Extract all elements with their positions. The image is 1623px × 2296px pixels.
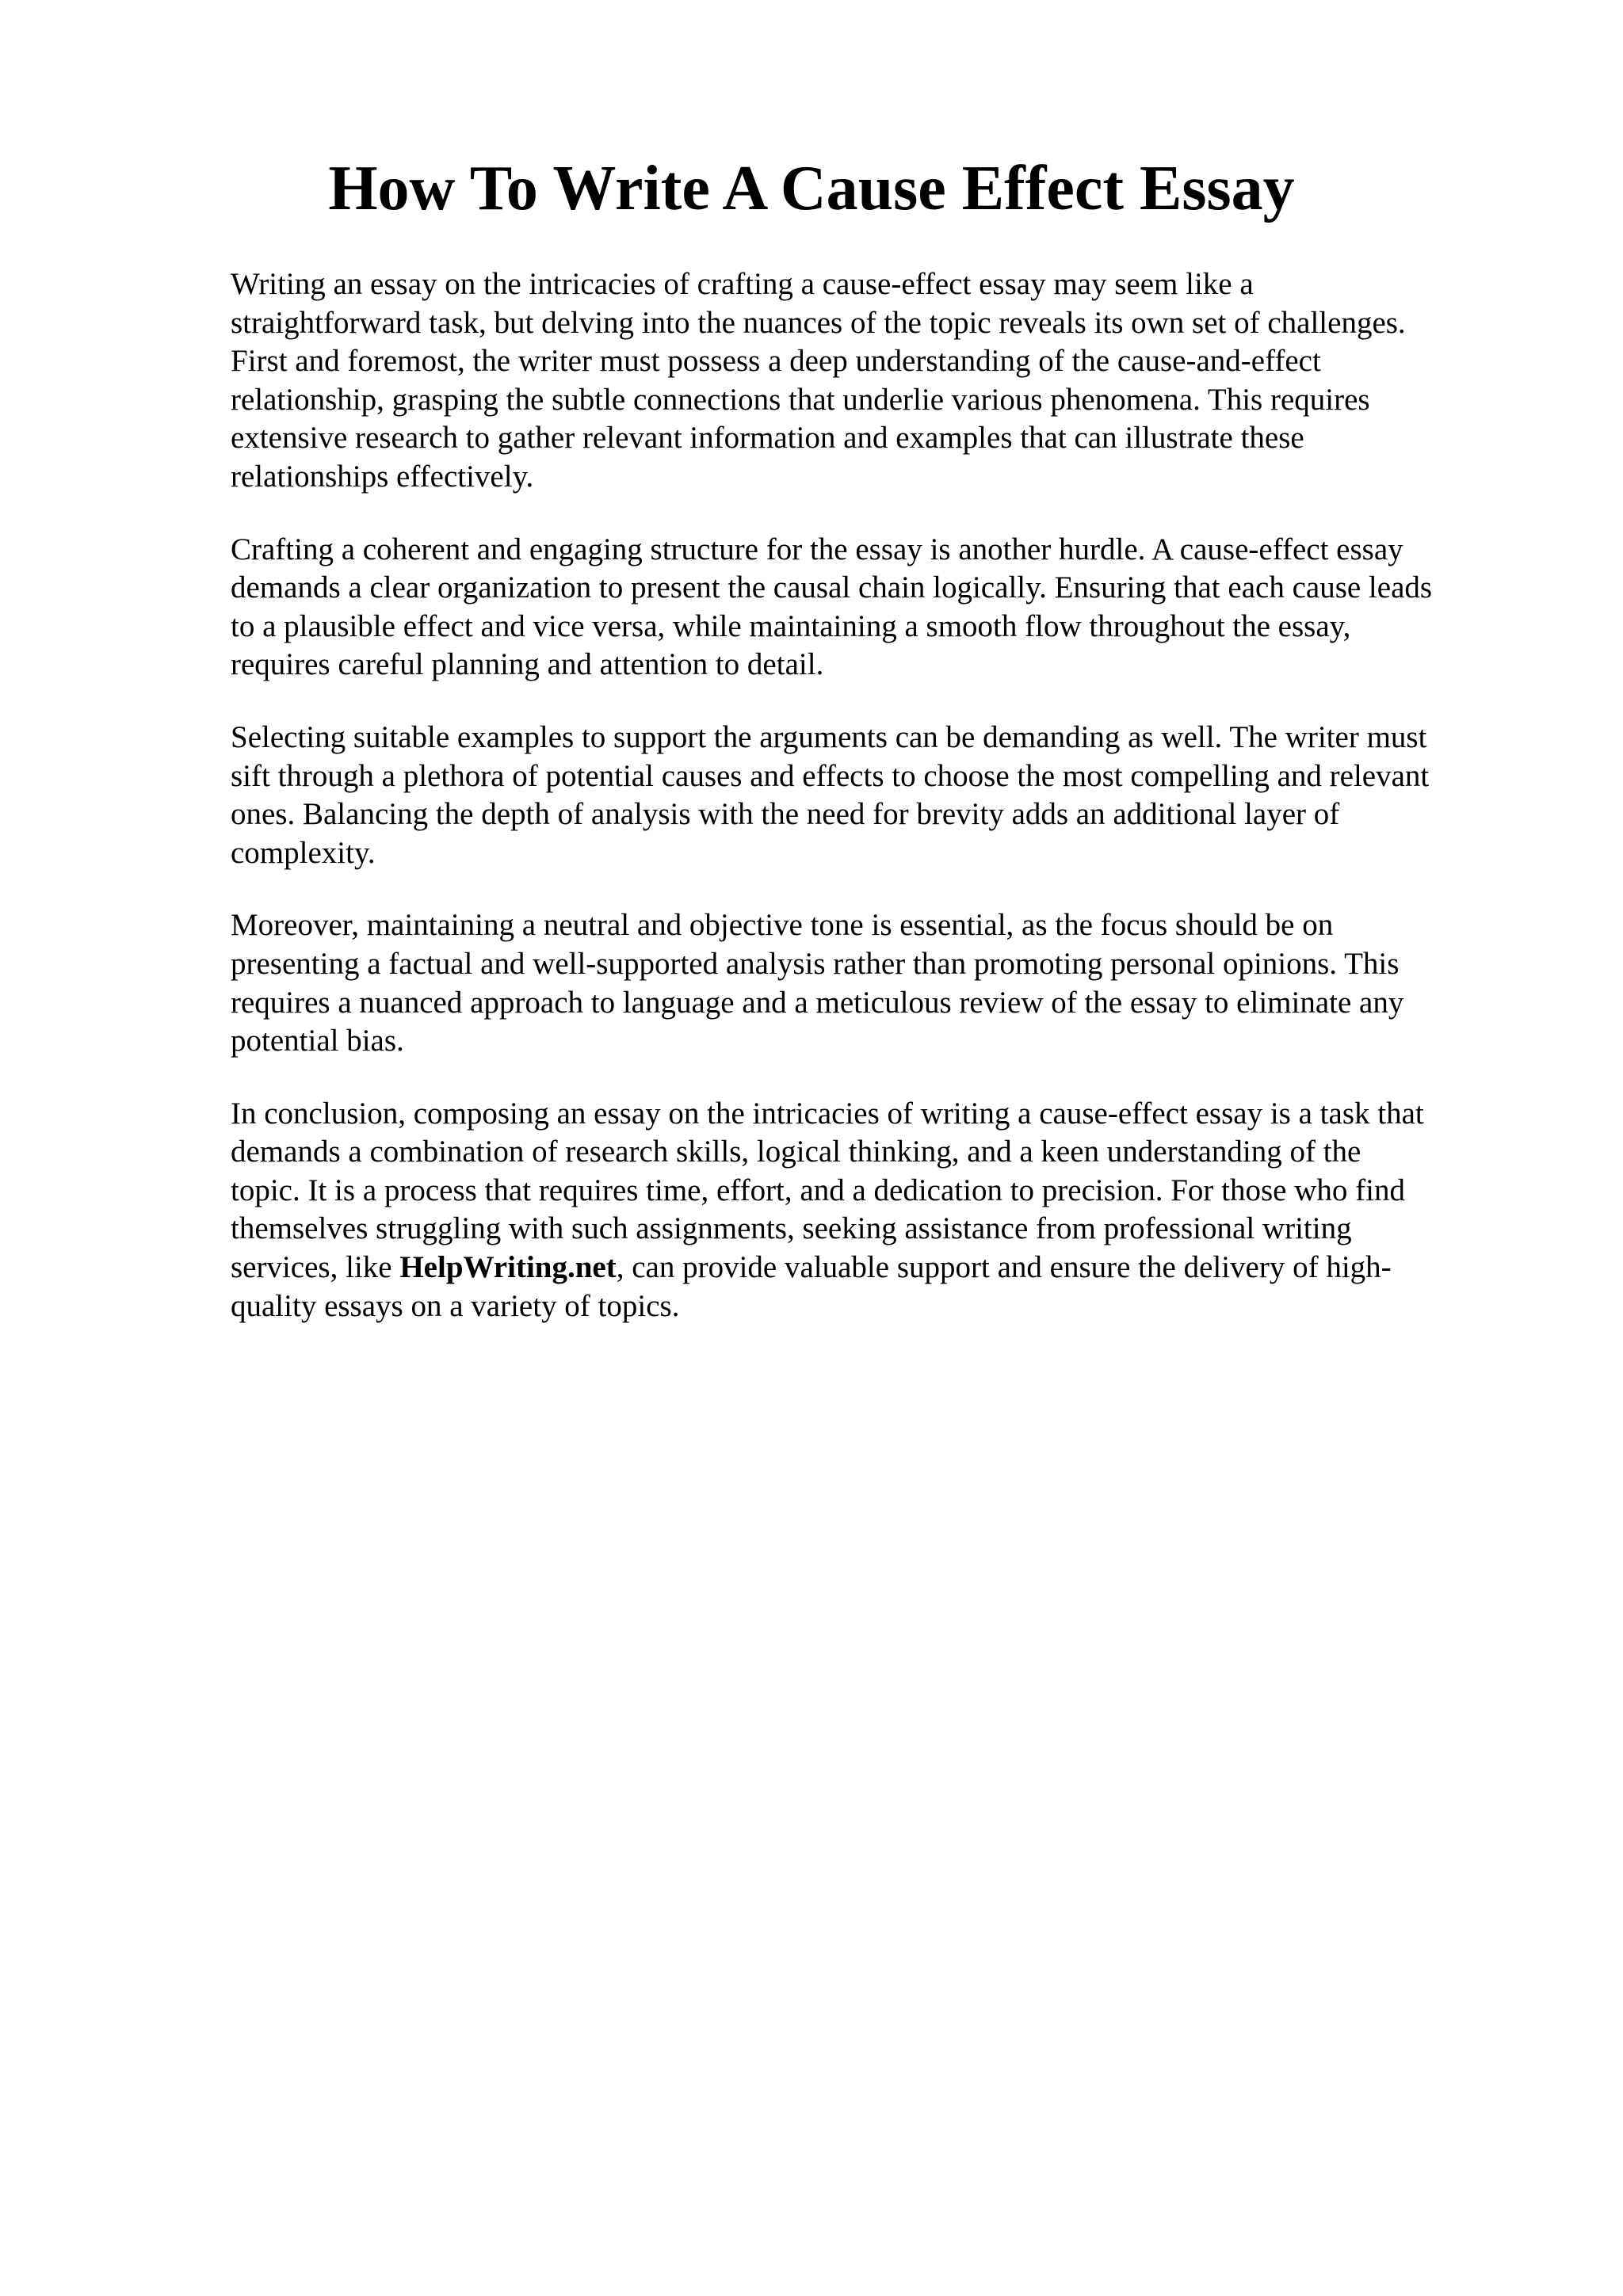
text-line: Writing an essay on the intricacies of crafting a cause-effect essay may seem like a [231,267,1254,301]
text-segment: , can provide valuable support and ensure the delivery of high- [616,1250,1392,1285]
text-line: requires a nuanced approach to language and a meticulous review of the essay to eliminate any [231,985,1404,1020]
text-line: topic. It is a process that requires time, effort, and a dedication to precision. For those who find [231,1173,1405,1207]
text-segment: services, like [231,1250,400,1285]
text-line: requires careful planning and attention to detail. [231,647,824,682]
text-line: complexity. [231,835,376,870]
paragraph-structure [231,531,1546,685]
text-line: Moreover, maintaining a neutral and objective tone is essential, as the focus should be on [231,908,1334,943]
text-line: straightforward task, but delving into the nuances of the topic reveals its own set of challenges. [231,305,1406,340]
text-line-with-brand [231,1249,1546,1287]
text-line: ones. Balancing the depth of analysis with the need for brevity adds an additional layer of [231,797,1340,832]
text-line: to a plausible effect and vice versa, while maintaining a smooth flow throughout the essay, [231,608,1351,643]
text-line: potential bias. [231,1024,404,1058]
text-line: relationships effectively. [231,459,534,494]
text-line: relationship, grasping the subtle connections that underlie various phenomena. This requires [231,382,1370,417]
brand-link[interactable]: HelpWriting.net [399,1250,617,1285]
text-line: sift through a plethora of potential causes and effects to choose the most compelling and relevant [231,758,1430,793]
text-line: Crafting a coherent and engaging structure for the essay is another hurdle. A cause-effect essay [231,532,1403,566]
text-line: quality essays on a variety of topics. [231,1288,680,1323]
text-line: demands a clear organization to present the causal chain logically. Ensuring that each cause leads [231,570,1433,605]
paragraph-conclusion [231,1095,1546,1326]
text-line: presenting a factual and well-supported analysis rather than promoting personal opinions. This [231,946,1400,981]
text-line: themselves struggling with such assignments, seeking assistance from professional writing [231,1211,1352,1246]
document-title: How To Write A Cause Effect Essay [328,154,1295,223]
text-line: First and foremost, the writer must possess a deep understanding of the cause-and-effect [231,344,1321,379]
text-line: extensive research to gather relevant information and examples that can illustrate these [231,421,1304,456]
paragraph-examples [231,719,1546,872]
text-line: demands a combination of research skills, logical thinking, and a keen understanding of the [231,1135,1361,1169]
document-body [231,265,1546,1360]
paragraph-intro [231,265,1546,497]
text-line: In conclusion, composing an essay on the intricacies of writing a cause-effect essay is a task that [231,1096,1424,1131]
paragraph-tone [231,906,1546,1060]
text-line: Selecting suitable examples to support the arguments can be demanding as well. The writer must [231,719,1427,754]
